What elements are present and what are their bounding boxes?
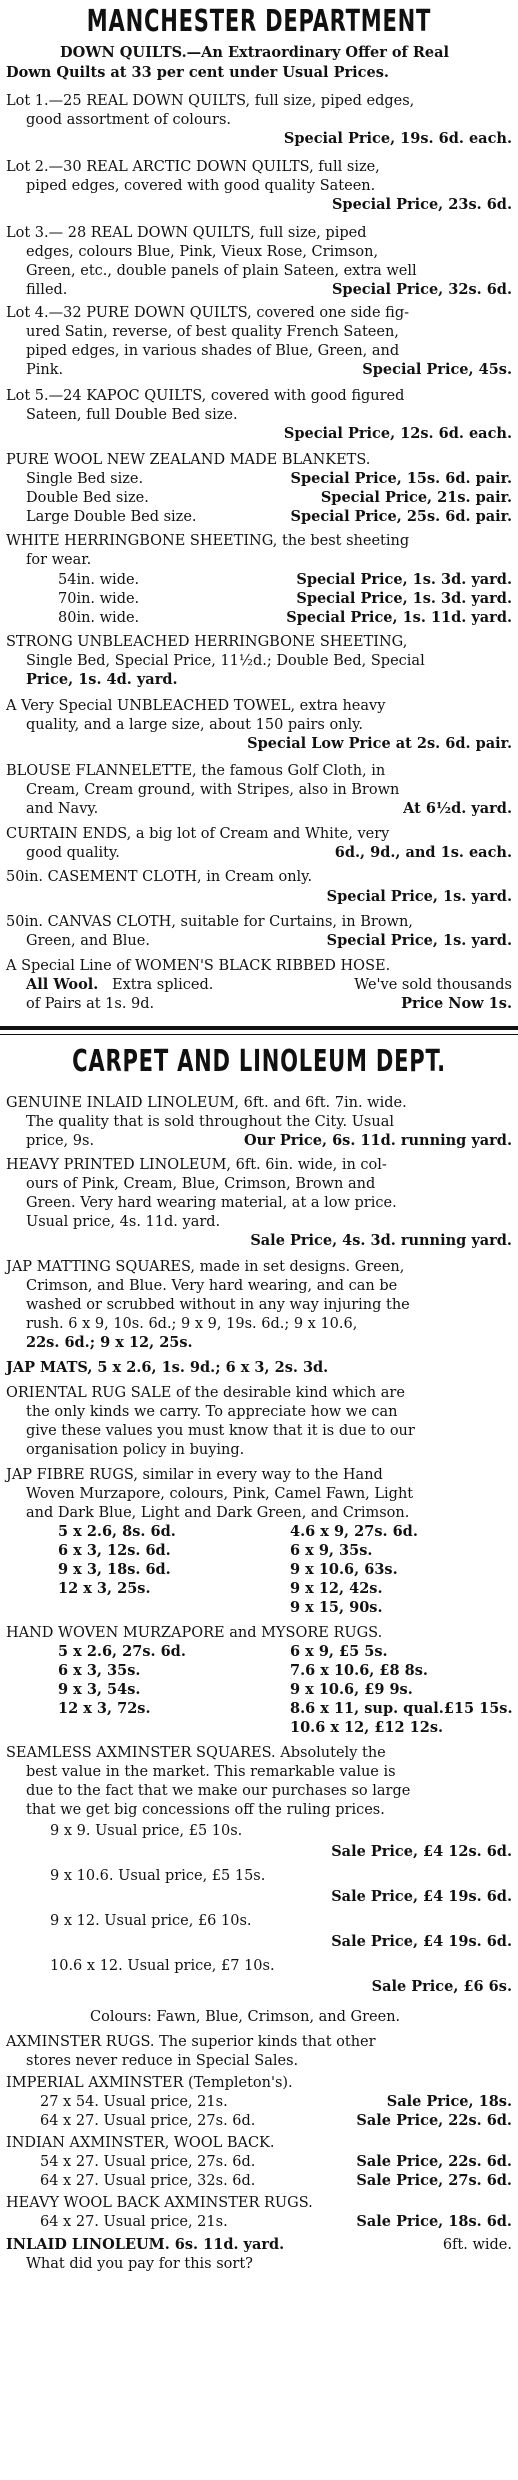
rug-price: 12 x 3, 72s. [58,1700,151,1717]
text-line: ours of Pink, Cream, Blue, Crimson, Brown and [26,1176,376,1192]
price-line: Special Price, 1s. 3d. yard. [296,590,512,607]
text-line: WHITE HERRINGBONE SHEETING, the best sheeting [6,533,410,549]
rug-price: 10.6 x 12, £12 12s. [290,1719,444,1736]
text-line: 27 x 54. Usual price, 21s. [40,2094,228,2110]
text-line: ORIENTAL RUG SALE of the desirable kind which are [6,1385,405,1401]
text-line: ured Satin, reverse, of best quality French Sateen, [26,324,399,340]
price-line: Sale Price, £6 6s. [371,1978,512,1995]
text-line: INLAID LINOLEUM. 6s. 11d. yard. [6,2236,285,2253]
price-line: Sale Price, £4 19s. 6d. [331,1933,512,1950]
price-line: Special Price, 12s. 6d. each. [283,425,512,442]
price-line: Special Price, 1s. yard. [326,932,512,949]
text-line: due to the fact that we make our purchases so large [26,1783,411,1799]
text-line: Extra spliced. [112,977,214,993]
text-line: 9 x 12. Usual price, £6 10s. [50,1913,252,1929]
rug-price: 8.6 x 11, sup. qual.£15 15s. [290,1700,513,1717]
price-line: Special Price, 25s. 6d. pair. [290,508,512,525]
text-line: 64 x 27. Usual price, 32s. 6d. [40,2173,256,2189]
section-divider [0,1026,518,1030]
text-line: Down Quilts at 33 per cent under Usual Prices. [6,64,389,81]
text-line: 22s. 6d.; 9 x 12, 25s. [26,1334,193,1351]
text-line: A Special Line of WOMEN'S BLACK RIBBED HOSE. [6,958,391,974]
price-line: Special Price, 1s. yard. [326,888,512,905]
text-line: Large Double Bed size. [26,509,197,525]
text-line: Woven Murzapore, colours, Pink, Camel Fawn, Light [26,1486,414,1502]
text-line: rush. 6 x 9, 10s. 6d.; 9 x 9, 19s. 6d.; 9 x 10.6, [26,1316,358,1332]
text-line: 70in. wide. [58,591,140,607]
text-line: that we get big concessions off the ruling prices. [26,1802,385,1818]
text-line: What did you pay for this sort? [26,2256,253,2272]
price-line: Sale Price, £4 19s. 6d. [331,1888,512,1905]
text-line: best value in the market. This remarkable value is [26,1764,396,1780]
price-line: Price Now 1s. [401,995,512,1012]
text-line: Sateen, full Double Bed size. [26,407,238,423]
rug-price: 6 x 9, £5 5s. [290,1643,388,1660]
text-line: Price, 1s. 4d. yard. [26,671,178,688]
text-line: Green. Very hard wearing material, at a low price. [26,1195,397,1211]
text-line: All Wool. [26,976,99,993]
text-line: washed or scrubbed without in any way injuring the [26,1297,410,1313]
text-line: AXMINSTER RUGS. The superior kinds that other [6,2034,376,2050]
text-line: Pink. [26,362,64,378]
price-line: Sale Price, 18s. [386,2093,512,2110]
text-line: PURE WOOL NEW ZEALAND MADE BLANKETS. [6,452,371,468]
text-line: the only kinds we carry. To appreciate how we can [26,1404,398,1420]
price-line: Special Price, 45s. [362,361,512,378]
text-line: 64 x 27. Usual price, 27s. 6d. [40,2113,256,2129]
text-line: and Dark Blue, Light and Dark Green, and Crimson. [26,1505,410,1521]
text-line: 80in. wide. [58,610,140,626]
rug-price: 6 x 3, 12s. 6d. [58,1542,171,1559]
text-line: JAP MATTING SQUARES, made in set designs. Green, [6,1259,405,1275]
price-line: 6d., 9d., and 1s. each. [334,844,512,861]
text-line: 9 x 10.6. Usual price, £5 15s. [50,1868,266,1884]
price-line: Sale Price, 27s. 6d. [356,2172,512,2189]
price-line: Special Price, 1s. 11d. yard. [286,609,512,626]
text-line: HAND WOVEN MURZAPORE and MYSORE RUGS. [6,1625,383,1641]
carpet-department-heading: CARPET AND LINOLEUM DEPT. [72,1044,446,1079]
text-line: Lot 3.— 28 REAL DOWN QUILTS, full size, piped [6,225,367,241]
text-line: organisation policy in buying. [26,1442,245,1458]
price-line: Special Price, 23s. 6d. [331,196,512,213]
rug-price: 9 x 3, 18s. 6d. [58,1561,171,1578]
rug-price: 6 x 3, 35s. [58,1662,141,1679]
rug-price: 9 x 10.6, £9 9s. [290,1681,413,1698]
rug-price: 9 x 12, 42s. [290,1580,383,1597]
text-line: 6ft. wide. [442,2237,512,2253]
text-line: give these values you must know that it is due to our [26,1423,415,1439]
text-line: 64 x 27. Usual price, 21s. [40,2214,228,2230]
rug-price: 6 x 9, 35s. [290,1542,373,1559]
text-line: 54in. wide. [58,572,140,588]
price-line: Sale Price, £4 12s. 6d. [331,1843,512,1860]
text-line: Double Bed size. [26,490,149,506]
text-line: DOWN QUILTS.—An Extraordinary Offer of Real [60,44,450,61]
manchester-department-heading: MANCHESTER DEPARTMENT [86,4,432,39]
text-line: price, 9s. [26,1133,95,1149]
text-line: HEAVY PRINTED LINOLEUM, 6ft. 6in. wide, in col- [6,1157,387,1173]
text-line: Colours: Fawn, Blue, Crimson, and Green. [90,2009,401,2025]
price-line: Sale Price, 22s. 6d. [356,2112,512,2129]
text-line: for wear. [26,552,92,568]
text-line: 50in. CANVAS CLOTH, suitable for Curtains, in Brown, [6,914,413,930]
text-line: edges, colours Blue, Pink, Vieux Rose, Crimson, [26,244,379,260]
text-line: Usual price, 4s. 11d. yard. [26,1214,221,1230]
text-line: STRONG UNBLEACHED HERRINGBONE SHEETING, [6,634,408,650]
price-line: Special Low Price at 2s. 6d. pair. [247,735,512,752]
text-line: Cream, Cream ground, with Stripes, also in Brown [26,782,400,798]
text-line: good quality. [26,845,120,861]
text-line: A Very Special UNBLEACHED TOWEL, extra heavy [6,698,386,714]
price-line: Our Price, 6s. 11d. running yard. [244,1132,512,1149]
price-line: Special Price, 15s. 6d. pair. [290,470,512,487]
rug-price: 5 x 2.6, 27s. 6d. [58,1643,186,1660]
rug-price: 4.6 x 9, 27s. 6d. [290,1523,418,1540]
text-line: INDIAN AXMINSTER, WOOL BACK. [6,2135,275,2151]
text-line: and Navy. [26,801,99,817]
text-line: piped edges, covered with good quality Sateen. [26,178,376,194]
text-line: SEAMLESS AXMINSTER SQUARES. Absolutely the [6,1745,386,1761]
text-line: 50in. CASEMENT CLOTH, in Cream only. [6,869,313,885]
text-line: Single Bed, Special Price, 11½d.; Double Bed, Special [26,653,425,669]
text-line: JAP FIBRE RUGS, similar in every way to the Hand [6,1467,383,1483]
text-line: BLOUSE FLANNELETTE, the famous Golf Cloth, in [6,763,386,779]
price-line: Sale Price, 22s. 6d. [356,2153,512,2170]
text-line: Green, and Blue. [26,933,150,949]
rug-price: 12 x 3, 25s. [58,1580,151,1597]
text-line: Lot 2.—30 REAL ARCTIC DOWN QUILTS, full size, [6,159,380,175]
rug-price: 9 x 3, 54s. [58,1681,141,1698]
text-line: quality, and a large size, about 150 pairs only. [26,717,364,733]
text-line: The quality that is sold throughout the City. Usual [26,1114,394,1130]
text-line: Single Bed size. [26,471,144,487]
text-line: of Pairs at 1s. 9d. [26,996,155,1012]
text-line: Lot 5.—24 KAPOC QUILTS, covered with good figured [6,388,405,404]
price-line: Special Price, 1s. 3d. yard. [296,571,512,588]
text-line: GENUINE INLAID LINOLEUM, 6ft. and 6ft. 7in. wide. [6,1095,407,1111]
text-line: good assortment of colours. [26,112,231,128]
section-divider [0,1034,518,1035]
text-line: CURTAIN ENDS, a big lot of Cream and White, very [6,826,390,842]
rug-price: 5 x 2.6, 8s. 6d. [58,1523,176,1540]
price-line: Special Price, 32s. 6d. [331,281,512,298]
text-line: 10.6 x 12. Usual price, £7 10s. [50,1958,275,1974]
price-line: Sale Price, 18s. 6d. [356,2213,512,2230]
price-line: Sale Price, 4s. 3d. running yard. [250,1232,512,1249]
price-line: Special Price, 21s. pair. [320,489,512,506]
rug-price: 9 x 10.6, 63s. [290,1561,398,1578]
price-line: Special Price, 19s. 6d. each. [283,130,512,147]
text-line: Green, etc., double panels of plain Sateen, extra well [26,263,417,279]
text-line: stores never reduce in Special Sales. [26,2053,299,2069]
text-line: IMPERIAL AXMINSTER (Templeton's). [6,2075,293,2091]
text-line: filled. [26,282,68,298]
text-line: JAP MATS, 5 x 2.6, 1s. 9d.; 6 x 3, 2s. 3d. [6,1359,329,1376]
text-line: Lot 1.—25 REAL DOWN QUILTS, full size, piped edges, [6,93,415,109]
rug-price: 7.6 x 10.6, £8 8s. [290,1662,428,1679]
text-line: We've sold thousands [354,977,512,993]
text-line: Lot 4.—32 PURE DOWN QUILTS, covered one side fig- [6,305,410,321]
rug-price: 9 x 15, 90s. [290,1599,383,1616]
text-line: piped edges, in various shades of Blue, Green, and [26,343,400,359]
text-line: 9 x 9. Usual price, £5 10s. [50,1823,243,1839]
text-line: 54 x 27. Usual price, 27s. 6d. [40,2154,256,2170]
text-line: HEAVY WOOL BACK AXMINSTER RUGS. [6,2195,313,2211]
price-line: At 6½d. yard. [403,800,512,817]
text-line: Crimson, and Blue. Very hard wearing, and can be [26,1278,398,1294]
